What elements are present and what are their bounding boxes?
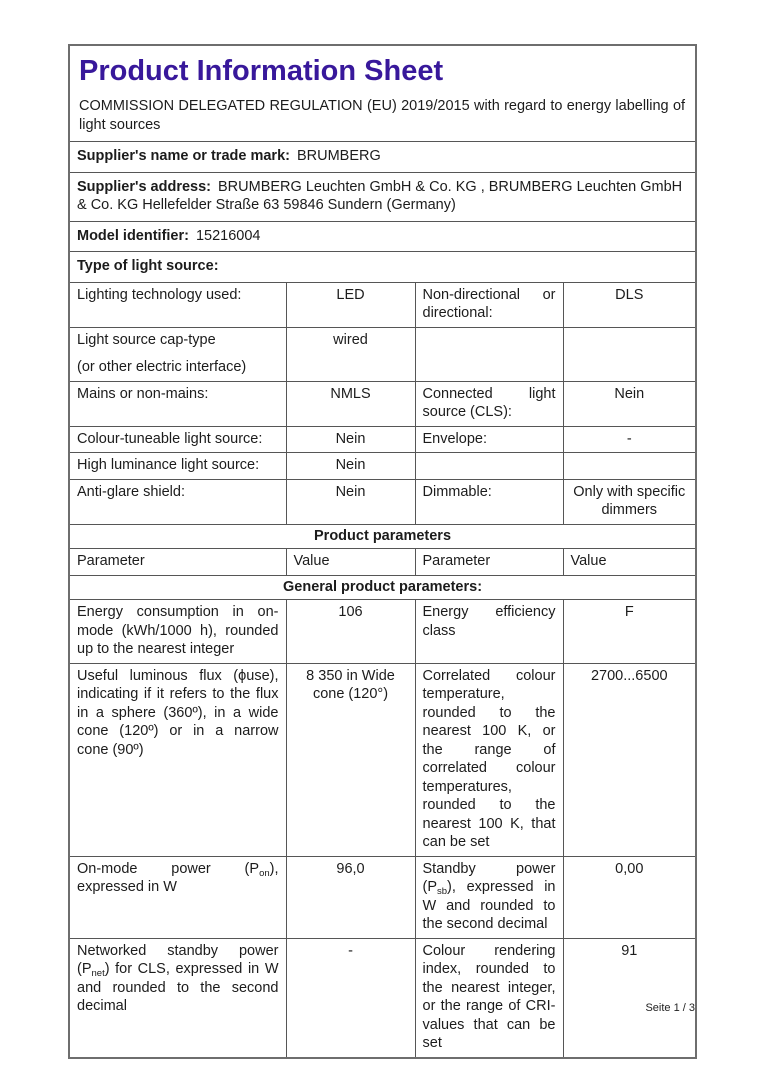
model-identifier-value: 15216004	[195, 227, 261, 244]
param-label-cell: Useful luminous flux (ϕuse), indicating if it refers to the flux in a sphere (360º), in a wide cone (120º) or in a narrow cone (90º)	[69, 663, 286, 856]
param-label-cell: Colour rendering index, rounded to the nearest integer, or the range of CRI-values that can be set	[415, 938, 563, 1058]
header-cell	[69, 45, 696, 142]
column-header-value: Value	[286, 549, 415, 576]
column-header-parameter: Parameter	[69, 549, 286, 576]
param-label-cell: On-mode power $(P_{on})$, expressed in W	[69, 856, 286, 938]
spec-row-lighting-technology	[69, 282, 696, 327]
supplier-address-value: BRUMBERG Leuchten GmbH & Co. KG , BRUMBERG Leuchten GmbH & Co. KG Hellefelder Straße 63 59846 Sundern (Germany)	[77, 178, 683, 213]
product-information-sheet	[68, 44, 695, 1059]
param-label-cell	[415, 327, 563, 381]
param-label-cell: Energy efficiency class	[415, 600, 563, 664]
param-label-cell	[69, 327, 286, 381]
param-value-cell: LED	[286, 282, 415, 327]
param-label-cell: Correlated colour temperature, rounded to the nearest 100 K, or the range of correlated colour temperatures, rounded to the nearest 100 K, that can be set	[415, 663, 563, 856]
cap-type-line1: Light source cap-type	[77, 331, 216, 348]
regulation-text: COMMISSION DELEGATED REGULATION (EU) 2019/2015 with regard to energy labelling of light sources	[79, 98, 686, 133]
product-parameters-section-row	[69, 524, 696, 549]
param-label-cell: High luminance light source:	[69, 453, 286, 480]
pp-row-luminous-flux	[69, 663, 696, 856]
param-label-cell: Networked standby power $(P_{net})$ for CLS, expressed in W and rounded to the second decimal	[69, 938, 286, 1058]
param-value-cell	[563, 453, 696, 480]
param-value-cell: NMLS	[286, 381, 415, 426]
supplier-name-row	[69, 142, 696, 173]
pp-row-networked-standby	[69, 938, 696, 1058]
param-value-cell: 96,0	[286, 856, 415, 938]
spec-row-high-luminance	[69, 453, 696, 480]
param-label-cell: Non-directional or directional:	[415, 282, 563, 327]
column-header-row	[69, 549, 696, 576]
model-identifier-row	[69, 221, 696, 252]
general-parameters-section-title: General product parameters:	[69, 575, 696, 600]
param-label-cell: Mains or non-mains:	[69, 381, 286, 426]
supplier-address-label: Supplier's address:	[77, 178, 211, 195]
param-value-cell: wired	[286, 327, 415, 381]
param-value-cell: Nein	[286, 426, 415, 453]
supplier-address-cell	[69, 172, 696, 221]
param-value-cell: Nein	[563, 381, 696, 426]
param-label-cell: Connected light source (CLS):	[415, 381, 563, 426]
pp-row-energy-consumption	[69, 600, 696, 664]
supplier-name-label: Supplier's name or trade mark:	[77, 148, 290, 164]
supplier-address-row	[69, 172, 696, 221]
cap-type-line2: (or other electric interface)	[77, 359, 247, 375]
param-value-cell: 8 350 in Wide cone (120°)	[286, 663, 415, 856]
column-header-parameter: Parameter	[415, 549, 563, 576]
general-parameters-section-row	[69, 575, 696, 600]
param-label-cell: Energy consumption in on-mode (kWh/1000 h), rounded up to the nearest integer	[69, 600, 286, 664]
supplier-name-value: BRUMBERG	[296, 148, 381, 164]
model-identifier-label: Model identifier:	[77, 227, 189, 244]
page-number: Seite 1 / 3	[645, 1002, 695, 1014]
param-value-cell: Nein	[286, 453, 415, 480]
spec-row-colour-tuneable	[69, 426, 696, 453]
supplier-name-cell	[69, 142, 696, 173]
column-header-value: Value	[563, 549, 696, 576]
param-label-cell: Anti-glare shield:	[69, 479, 286, 524]
param-value-cell: Nein	[286, 479, 415, 524]
param-label-cell: Colour-tuneable light source:	[69, 426, 286, 453]
type-heading-row	[69, 252, 696, 283]
product-parameters-section-title: Product parameters	[69, 524, 696, 549]
param-value-cell	[563, 327, 696, 381]
param-value-cell: 91	[563, 938, 696, 1058]
spec-row-cap-type	[69, 327, 696, 381]
param-value-cell: F	[563, 600, 696, 664]
param-value-cell: Only with specific dimmers	[563, 479, 696, 524]
param-value-cell: -	[286, 938, 415, 1058]
page-title: Product Information Sheet	[79, 55, 444, 87]
pp-row-on-mode-power	[69, 856, 696, 938]
param-value-cell: 106	[286, 600, 415, 664]
param-value-cell: -	[563, 426, 696, 453]
spec-row-anti-glare	[69, 479, 696, 524]
param-value-cell: DLS	[563, 282, 696, 327]
param-value-cell: 2700...6500	[563, 663, 696, 856]
spec-row-mains	[69, 381, 696, 426]
param-label-cell: Standby power $(P_{sb})$, expressed in W and rounded to the second decimal	[415, 856, 563, 938]
param-label-cell: Dimmable:	[415, 479, 563, 524]
product-info-table	[68, 44, 697, 1059]
header-row	[69, 45, 696, 142]
param-label-cell: Lighting technology used:	[69, 282, 286, 327]
type-heading-cell: Type of light source:	[69, 252, 696, 283]
param-value-cell: 0,00	[563, 856, 696, 938]
model-identifier-cell	[69, 221, 696, 252]
param-label-cell: Envelope:	[415, 426, 563, 453]
param-label-cell	[415, 453, 563, 480]
